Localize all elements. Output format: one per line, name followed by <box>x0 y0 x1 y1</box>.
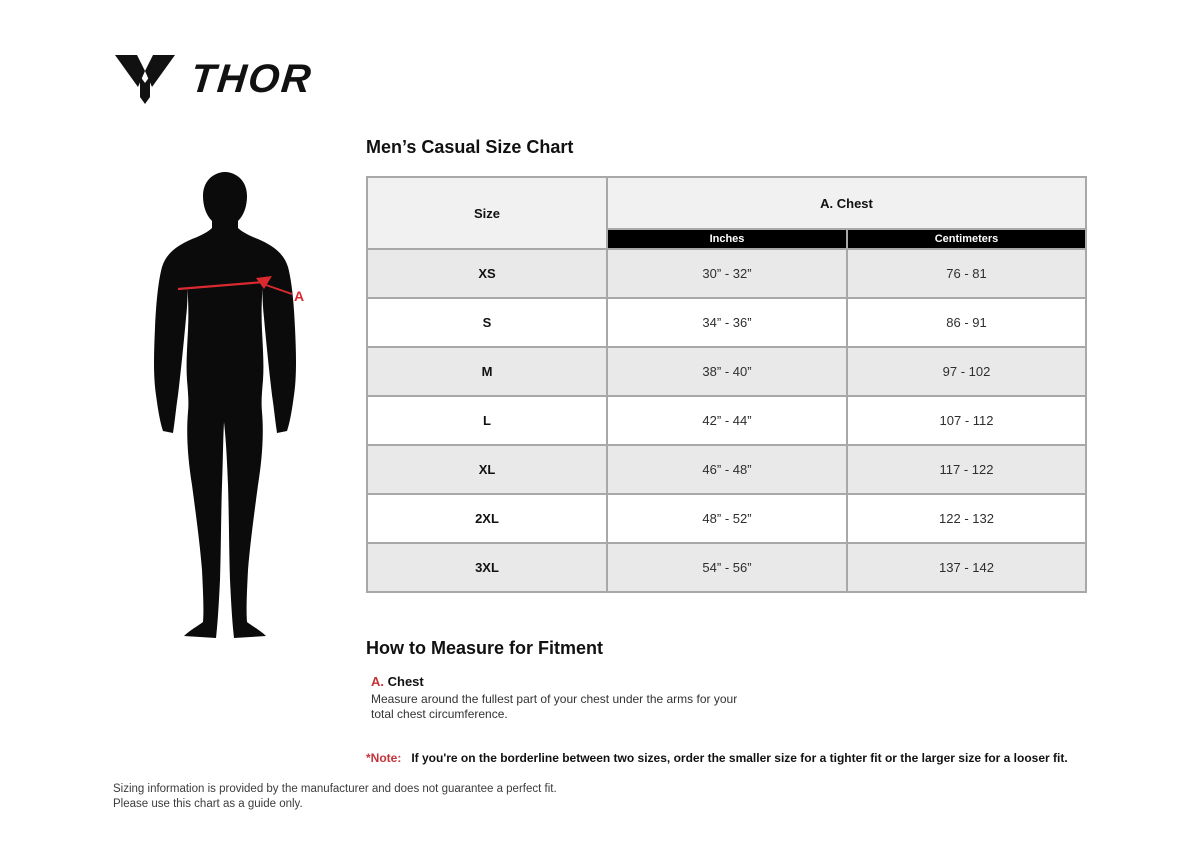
male-silhouette <box>154 172 296 638</box>
inches-value: 30” - 32” <box>607 249 847 298</box>
table-row <box>367 494 1086 543</box>
inches-value: 54” - 56” <box>607 543 847 592</box>
centimeters-value: 76 - 81 <box>847 249 1086 298</box>
measure-item-key: A. <box>371 674 384 689</box>
brand-name: THOR <box>188 57 315 101</box>
centimeters-value: 117 - 122 <box>847 445 1086 494</box>
column-header-centimeters: Centimeters <box>847 229 1086 249</box>
note-label: *Note: <box>366 751 402 765</box>
table-row <box>367 347 1086 396</box>
footer-line-2: Please use this chart as a guide only. <box>113 798 303 810</box>
table-row <box>367 298 1086 347</box>
centimeters-value: 86 - 91 <box>847 298 1086 347</box>
table-row <box>367 396 1086 445</box>
table-row <box>367 543 1086 592</box>
inches-value: 38” - 40” <box>607 347 847 396</box>
male-silhouette-figure <box>150 170 320 642</box>
centimeters-value: 97 - 102 <box>847 347 1086 396</box>
table-row <box>367 445 1086 494</box>
thor-horns-icon <box>113 53 177 105</box>
measure-item-name: Chest <box>387 674 424 689</box>
chest-label-a: A <box>294 288 305 304</box>
inches-value: 46” - 48” <box>607 445 847 494</box>
sizing-note <box>366 751 1068 765</box>
column-header-chest: A. Chest <box>607 177 1086 229</box>
footer-line-1: Sizing information is provided by the manufacturer and does not guarantee a perfect fit. <box>113 783 557 795</box>
note-text: If you're on the borderline between two sizes, order the smaller size for a tighter fit or the larger size for a looser fit. <box>411 751 1068 765</box>
measure-item-description: Measure around the fullest part of your chest under the arms for your total chest circumference. <box>371 692 738 721</box>
inches-value: 34” - 36” <box>607 298 847 347</box>
size-chart-title: Men’s Casual Size Chart <box>366 137 574 157</box>
inches-value: 48” - 52” <box>607 494 847 543</box>
centimeters-value: 122 - 132 <box>847 494 1086 543</box>
footer-disclaimer <box>113 782 557 812</box>
inches-value: 42” - 44” <box>607 396 847 445</box>
brand-logo <box>113 53 318 105</box>
centimeters-value: 107 - 112 <box>847 396 1086 445</box>
size-value: 3XL <box>367 543 607 592</box>
size-value: S <box>367 298 607 347</box>
size-value: XL <box>367 445 607 494</box>
size-value: M <box>367 347 607 396</box>
size-value: L <box>367 396 607 445</box>
table-row <box>367 249 1086 298</box>
measure-section-heading: How to Measure for Fitment <box>366 638 604 658</box>
measure-item-chest <box>371 674 741 722</box>
size-value: XS <box>367 249 607 298</box>
column-header-size: Size <box>367 177 607 249</box>
column-header-inches: Inches <box>607 229 847 249</box>
size-chart-table <box>366 176 1087 593</box>
size-value: 2XL <box>367 494 607 543</box>
centimeters-value: 137 - 142 <box>847 543 1086 592</box>
